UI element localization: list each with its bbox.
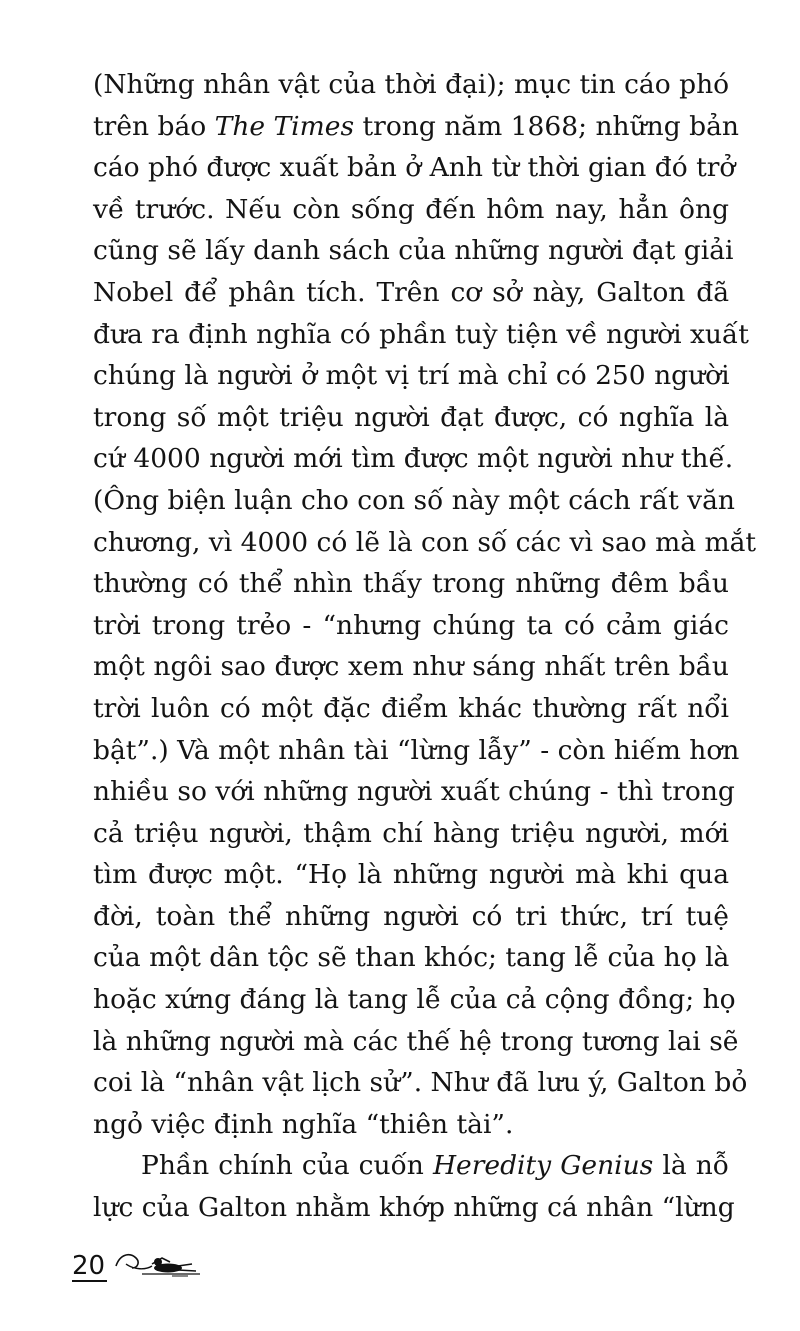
text-line: (Những nhân vật của thời đại); mục tin cáo phó (93, 69, 730, 100)
text-line: bật”.) Và một nhân tài “lừng lẫy” - còn hiếm hơn (93, 734, 740, 766)
text-line: trong số một triệu người đạt được, có nghĩa là (93, 401, 729, 433)
paragraph-2 (93, 1145, 735, 1228)
text-line: Nobel để phân tích. Trên cơ sở này, Galton đã (93, 276, 729, 308)
text-line: cả triệu người, thậm chí hàng triệu người, mới (93, 817, 729, 849)
text-line: cáo phó được xuất bản ở Anh từ thời gian đó trở (93, 152, 736, 184)
text-line (93, 106, 739, 148)
text-line: ngỏ việc định nghĩa “thiên tài”. (93, 1108, 514, 1140)
text-line: hoặc xứng đáng là tang lễ của cả cộng đồng; họ (93, 984, 736, 1016)
text-line: lực của Galton nhằm khớp những cá nhân “lừng (93, 1192, 735, 1224)
text-segment: là nỗ (662, 1150, 729, 1182)
page-number: 20 (72, 1251, 106, 1281)
newspaper-title: The Times (214, 110, 355, 142)
page-footer (72, 1252, 202, 1286)
text-line: (Ông biện luận cho con số này một cách rất văn (93, 484, 735, 516)
text-line: đưa ra định nghĩa có phần tuỳ tiện về người xuất (93, 318, 749, 350)
text-line: chương, vì 4000 có lẽ là con số các vì sao mà mắt (93, 526, 757, 558)
text-line: cũng sẽ lấy danh sách của những người đạt giải (93, 235, 734, 267)
text-line: thường có thể nhìn thấy trong những đêm bầu (93, 568, 729, 600)
text-segment: trong năm 1868; những bản (362, 110, 739, 142)
text-line: cứ 4000 người mới tìm được một người như thế. (93, 443, 734, 475)
text-segment: trên báo (93, 110, 207, 142)
text-line (93, 1145, 729, 1187)
paragraph-1 (93, 64, 757, 1145)
text-line: trời trong trẻo - “nhưng chúng ta có cảm giác (93, 609, 729, 641)
text-line: chúng là người ở một vị trí mà chỉ có 250 người (93, 360, 730, 392)
text-line: của một dân tộc sẽ than khóc; tang lễ của họ là (93, 942, 730, 974)
text-line: đời, toàn thể những người có tri thức, trí tuệ (93, 900, 729, 932)
text-line: nhiều so với những người xuất chúng - thì trong (93, 776, 735, 808)
text-line: một ngôi sao được xem như sáng nhất trên bầu (93, 651, 729, 683)
text-line: tìm được một. “Họ là những người mà khi qua (93, 859, 729, 891)
text-line: coi là “nhân vật lịch sử”. Như đã lưu ý, Galton bỏ (93, 1067, 748, 1099)
text-line: trời luôn có một đặc điểm khác thường rất nổi (93, 692, 729, 724)
book-page-body (93, 64, 757, 1229)
book-title: Heredity Genius (432, 1150, 654, 1182)
reclining-figure-ornament-icon (112, 1244, 204, 1284)
text-line: là những người mà các thế hệ trong tương lai sẽ (93, 1025, 739, 1057)
text-segment: Phần chính của cuốn (141, 1150, 424, 1182)
text-line: về trước. Nếu còn sống đến hôm nay, hẳn ông (93, 193, 729, 225)
